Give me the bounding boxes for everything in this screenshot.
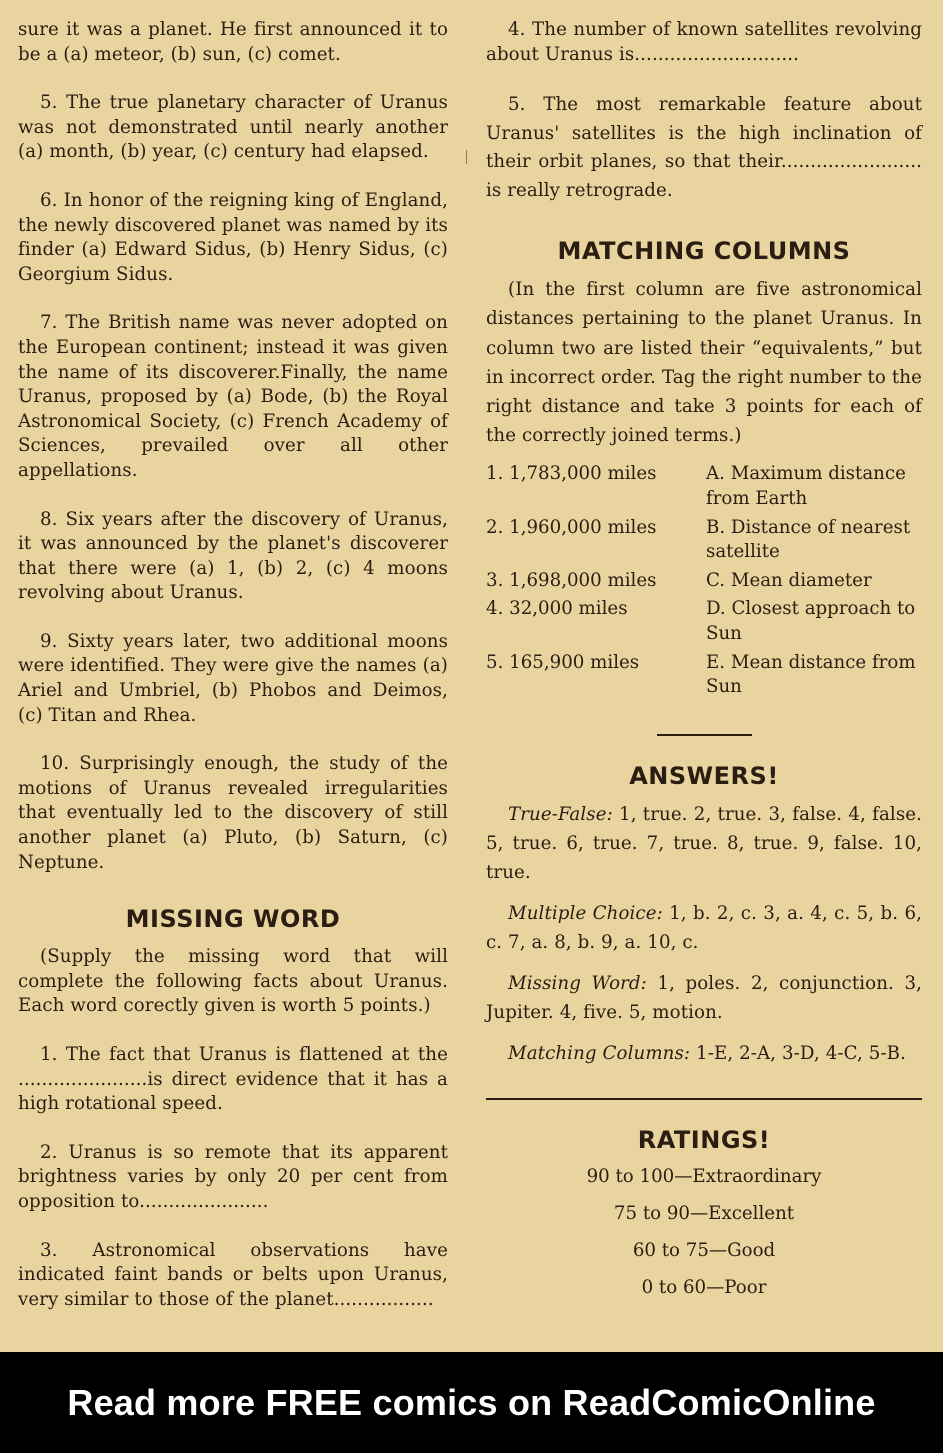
- matching-columns-intro: (In the first column are five astronomical distances pertaining to the planet Uranus. In column two are listed their “equivalents,” but in incorrect order. Tag the right number to the right distance and take 3 points for each of the correctly joined terms.): [486, 279, 922, 447]
- question-6: 6. In honor of the reigning king of England, the newly discovered planet was named by its finder (a) Edward Sidus, (b) Henry Sidus, (c) Georgium Sidus.: [18, 189, 448, 285]
- question-8: 8. Six years after the discovery of Uranus, it was announced by the planet's discoverer that there were (a) 1, (b) 2, (c) 4 moons revolving about Uranus.: [18, 508, 448, 604]
- answers-multiple-choice: [486, 899, 922, 957]
- missing-word-1: 1. The fact that Uranus is flattened at the ......................is direct evidence that it has a high rotational speed.: [18, 1044, 448, 1115]
- rating-line: 60 to 75—Good: [632, 1239, 776, 1261]
- rating-line: 90 to 100—Extraordinary: [586, 1165, 822, 1187]
- matching-equivalent: D. Closest approach to Sun: [706, 598, 916, 644]
- answers-heading: ANSWERS!: [629, 761, 779, 790]
- answers-mcol-label: Matching Columns:: [508, 1042, 691, 1064]
- matching-equivalent: A. Maximum distance from Earth: [706, 463, 906, 509]
- answers-mw-text: 1, poles. 2, conjunction. 3, Jupiter. 4, five. 5, motion.: [486, 972, 922, 1023]
- matching-equivalent: E. Mean distance from Sun: [706, 651, 916, 698]
- question-7: 7. The British name was never adopted on the European continent; instead it was given the name of its discoverer.Finally, the name Uranus, proposed by (a) Bode, (b) the Royal Astronomical Society, (c) French Academy of Sciences, prevailed over all other appellations.: [18, 312, 448, 481]
- left-column: [18, 18, 448, 1312]
- missing-word-intro: (Supply the missing word that will complete the following facts about Uranus. Each word corectly given is worth 5 points.): [18, 946, 448, 1017]
- matching-distance: 5. 165,900 miles: [486, 651, 640, 673]
- matching-distance: 3. 1,698,000 miles: [486, 569, 657, 591]
- matching-distance: 2. 1,960,000 miles: [486, 516, 657, 538]
- answers-mw-label: Missing Word:: [508, 972, 647, 994]
- matching-table: [486, 462, 922, 699]
- right-column: [486, 18, 922, 1306]
- matching-row: [486, 651, 922, 700]
- matching-equivalent: B. Distance of nearest satellite: [706, 516, 911, 563]
- missing-word-3: 3. Astronomical observations have indicated faint bands or belts upon Uranus, very similar to those of the planet.................: [18, 1239, 448, 1310]
- footer-banner[interactable]: [0, 1352, 943, 1453]
- question-10: 10. Surprisingly enough, the study of the motions of Uranus revealed irregularities that eventually led to the discovery of still another planet (a) Pluto, (b) Saturn, (c) Neptune.: [18, 753, 448, 873]
- rating-line: 0 to 60—Poor: [641, 1276, 767, 1298]
- answers-tf-label: True-False:: [508, 803, 613, 825]
- matching-equivalent: C. Mean diameter: [706, 569, 872, 591]
- answers-true-false: [486, 800, 922, 887]
- missing-word-4: 4. The number of known satellites revolving about Uranus is............................: [486, 19, 922, 65]
- answers-missing-word: [486, 969, 922, 1027]
- matching-distance: 4. 32,000 miles: [486, 598, 628, 620]
- matching-row: [486, 597, 922, 646]
- answers-mc-label: Multiple Choice:: [508, 902, 663, 924]
- answers-mc-text: 1, b. 2, c. 3, a. 4, c. 5, b. 6, c. 7, a. 8, b. 9, a. 10, c.: [486, 902, 922, 953]
- matching-distance: 1. 1,783,000 miles: [486, 463, 657, 485]
- column-divider: [466, 150, 467, 164]
- rating-line: 75 to 90—Excellent: [613, 1202, 795, 1224]
- matching-row: [486, 569, 922, 594]
- question-4-continued: sure it was a planet. He first announced it to be a (a) meteor, (b) sun, (c) comet.: [18, 19, 448, 65]
- answers-mcol-text: 1-E, 2-A, 3-D, 4-C, 5-B.: [690, 1042, 907, 1064]
- missing-word-heading: MISSING WORD: [125, 905, 341, 934]
- answers-matching-columns: [486, 1039, 922, 1068]
- missing-word-2: 2. Uranus is so remote that its apparent brightness varies by only 20 per cent from opposition to......................: [18, 1141, 448, 1212]
- missing-word-5: 5. The most remarkable feature about Uranus' satellites is the high inclination of their orbit planes, so that their........................ is really retrograde.: [486, 94, 922, 201]
- question-9: 9. Sixty years later, two additional moons were identified. They were give the names (a) Ariel and Umbriel, (b) Phobos and Deimos, (c) Titan and Rhea.: [18, 630, 448, 726]
- ratings-heading: RATINGS!: [637, 1125, 771, 1154]
- matching-row: [486, 462, 922, 511]
- footer-banner-text[interactable]: Read more FREE comics on ReadComicOnline: [67, 1381, 876, 1423]
- question-5: 5. The true planetary character of Uranus was not demonstrated until nearly another (a) month, (b) year, (c) century had elapsed.: [18, 92, 448, 163]
- answers-tf-text: 1, true. 2, true. 3, false. 4, false. 5, true. 6, true. 7, true. 8, true. 9, false. 10, true.: [486, 803, 922, 883]
- matching-columns-heading: MATCHING COLUMNS: [557, 237, 851, 266]
- matching-row: [486, 516, 922, 565]
